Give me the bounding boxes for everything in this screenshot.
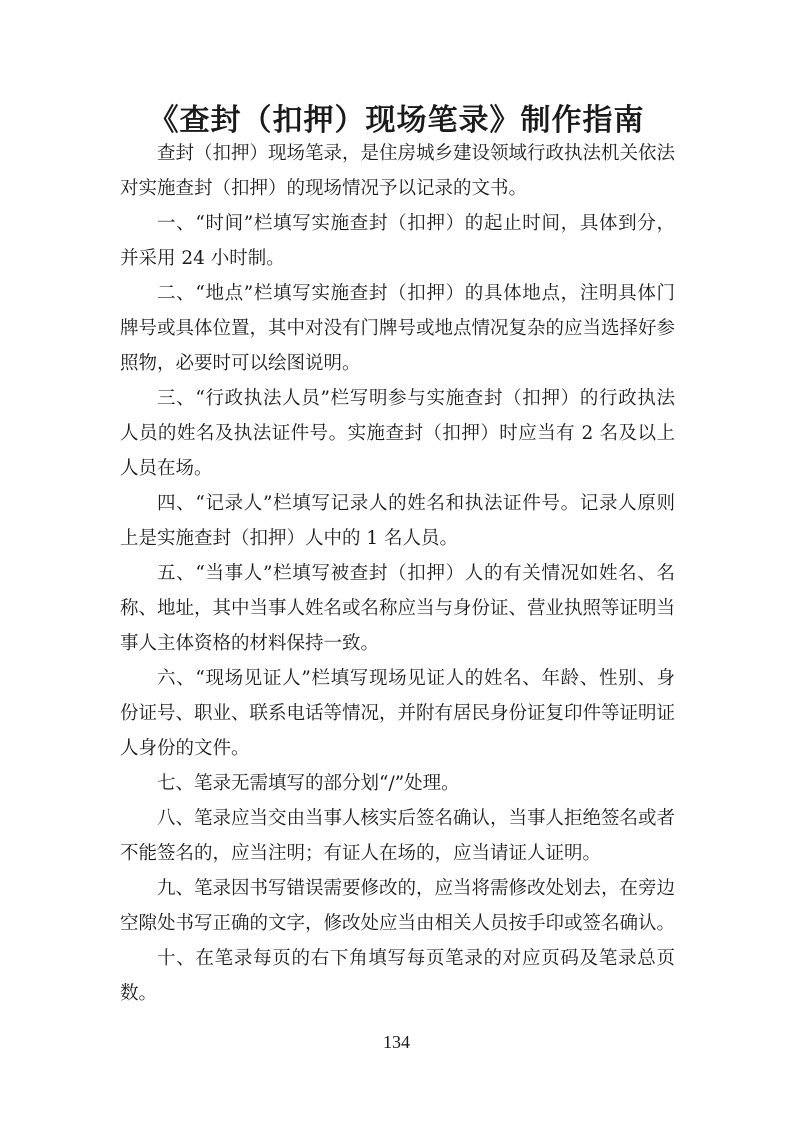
paragraph-10-page-numbers: 十、在笔录每页的右下角填写每页笔录的对应页码及笔录总页数。 <box>120 948 675 1004</box>
paragraph-2-location: 二、“地点”栏填写实施查封（扣押）的具体地点，注明具体门牌号或具体位置，其中对没有门牌号或地点情况复杂的应当选择好参照物，必要时可以绘图说明。 <box>120 283 676 374</box>
paragraph-intro: 查封（扣押）现场笔录，是住房城乡建设领域行政执法机关依法对实施查封（扣押）的现场情况予以记录的文书。 <box>120 143 676 199</box>
paragraph-4-recorder: 四、“记录人”栏填写记录人的姓名和执法证件号。记录人原则上是实施查封（扣押）人中的 1 名人员。 <box>120 493 675 549</box>
paragraph-8-signature: 八、笔录应当交由当事人核实后签名确认，当事人拒绝签名或者不能签名的，应当注明；有证人在场的，应当请证人证明。 <box>120 808 676 864</box>
paragraph-1-time: 一、“时间”栏填写实施查封（扣押）的起止时间，具体到分，并采用 24 小时制。 <box>120 213 675 269</box>
paragraph-3-officers: 三、“行政执法人员”栏写明参与实施查封（扣押）的行政执法人员的姓名及执法证件号。实施查封（扣押）时应当有 2 名及以上人员在场。 <box>120 388 675 479</box>
paragraph-6-witness: 六、“现场见证人”栏填写现场见证人的姓名、年龄、性别、身份证号、职业、联系电话等情况，并附有居民身份证复印件等证明证人身份的文件。 <box>120 668 676 759</box>
paragraph-5-party: 五、“当事人”栏填写被查封（扣押）人的有关情况如姓名、名称、地址，其中当事人姓名或名称应当与身份证、营业执照等证明当事人主体资格的材料保持一致。 <box>120 563 676 654</box>
document-body <box>120 136 675 1011</box>
document-title: 《查封（扣押）现场笔录》制作指南 <box>148 103 645 138</box>
page-number: 134 <box>383 1032 410 1052</box>
paragraph-7-blank-fields: 七、笔录无需填写的部分划“/”处理。 <box>157 773 460 794</box>
paragraph-9-corrections: 九、笔录因书写错误需要修改的，应当将需修改处划去，在旁边空隙处书写正确的文字，修改处应当由相关人员按手印或签名确认。 <box>120 878 676 934</box>
